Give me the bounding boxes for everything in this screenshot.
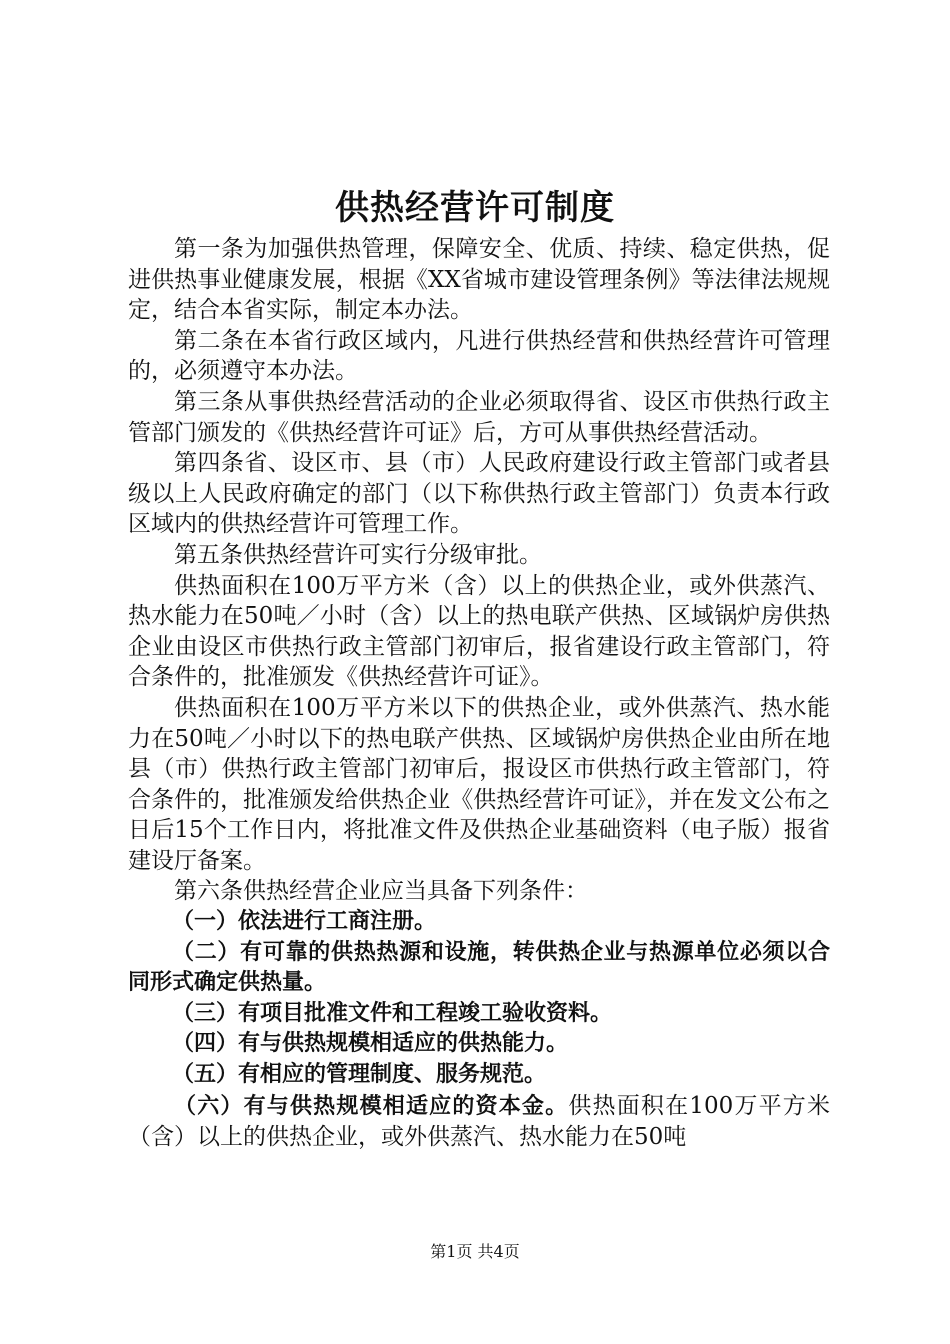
article-3-paragraph: 第三条从事供热经营活动的企业必须取得省、设区市供热行政主管部门颁发的《供热经营许可证》后，方可从事供热经营活动。 <box>128 388 830 446</box>
article-6-paragraph: 第六条供热经营企业应当具备下列条件： <box>174 878 588 905</box>
page-footer: 第1页 共4页 <box>430 1242 520 1261</box>
article-2-paragraph: 第二条在本省行政区域内，凡进行供热经营和供热经营许可管理的，必须遵守本办法。 <box>128 327 830 385</box>
article-5-clause-1: 供热面积在100万平方米（含）以上的供热企业，或外供蒸汽、热水能力在50吨／小时（含）以上的热电联产供热、区域锅炉房供热企业由设区市供热行政主管部门初审后，报省建设行政主管部门，符合条件的，批准颁发《供热经营许可证》。 <box>128 572 830 691</box>
document-title: 供热经营许可制度 <box>335 188 615 228</box>
document-body <box>128 234 830 1153</box>
article-4-paragraph: 第四条省、设区市、县（市）人民政府建设行政主管部门或者县级以上人民政府确定的部门（以下称供热行政主管部门）负责本行政区域内的供热经营许可管理工作。 <box>128 450 830 538</box>
article-1-paragraph: 第一条为加强供热管理，保障安全、优质、持续、稳定供热，促进供热事业健康发展，根据《XX省城市建设管理条例》等法律法规规定，结合本省实际，制定本办法。 <box>128 236 830 324</box>
condition-6-text: 供热面积在100万平方米（含）以上的供热企业，或外供蒸汽、热水能力在50吨 <box>128 1092 830 1151</box>
condition-2: （二）有可靠的供热热源和设施，转供热企业与热源单位必须以合同形式确定供热量。 <box>128 939 830 996</box>
condition-5: （五）有相应的管理制度、服务规范。 <box>172 1062 547 1088</box>
condition-6 <box>128 1091 830 1153</box>
condition-6-lead: （六）有与供热规模相适应的资本金。 <box>174 1093 569 1119</box>
condition-1: （一）依法进行工商注册。 <box>172 909 437 935</box>
article-5-paragraph: 第五条供热经营许可实行分级审批。 <box>174 541 542 568</box>
article-5-clause-2: 供热面积在100万平方米以下的供热企业，或外供蒸汽、热水能力在50吨／小时以下的热电联产供热、区域锅炉房供热企业由所在地县（市）供热行政主管部门初审后，报设区市供热行政主管部门，符合条件的，批准颁发给供热企业《供热经营许可证》，并在发文公布之日后15个工作日内，将批准文件及供热企业基础资料（电子版）报省建设厅备案。 <box>128 694 830 874</box>
condition-4: （四）有与供热规模相适应的供热能力。 <box>172 1031 569 1057</box>
condition-3: （三）有项目批准文件和工程竣工验收资料。 <box>172 1000 613 1026</box>
